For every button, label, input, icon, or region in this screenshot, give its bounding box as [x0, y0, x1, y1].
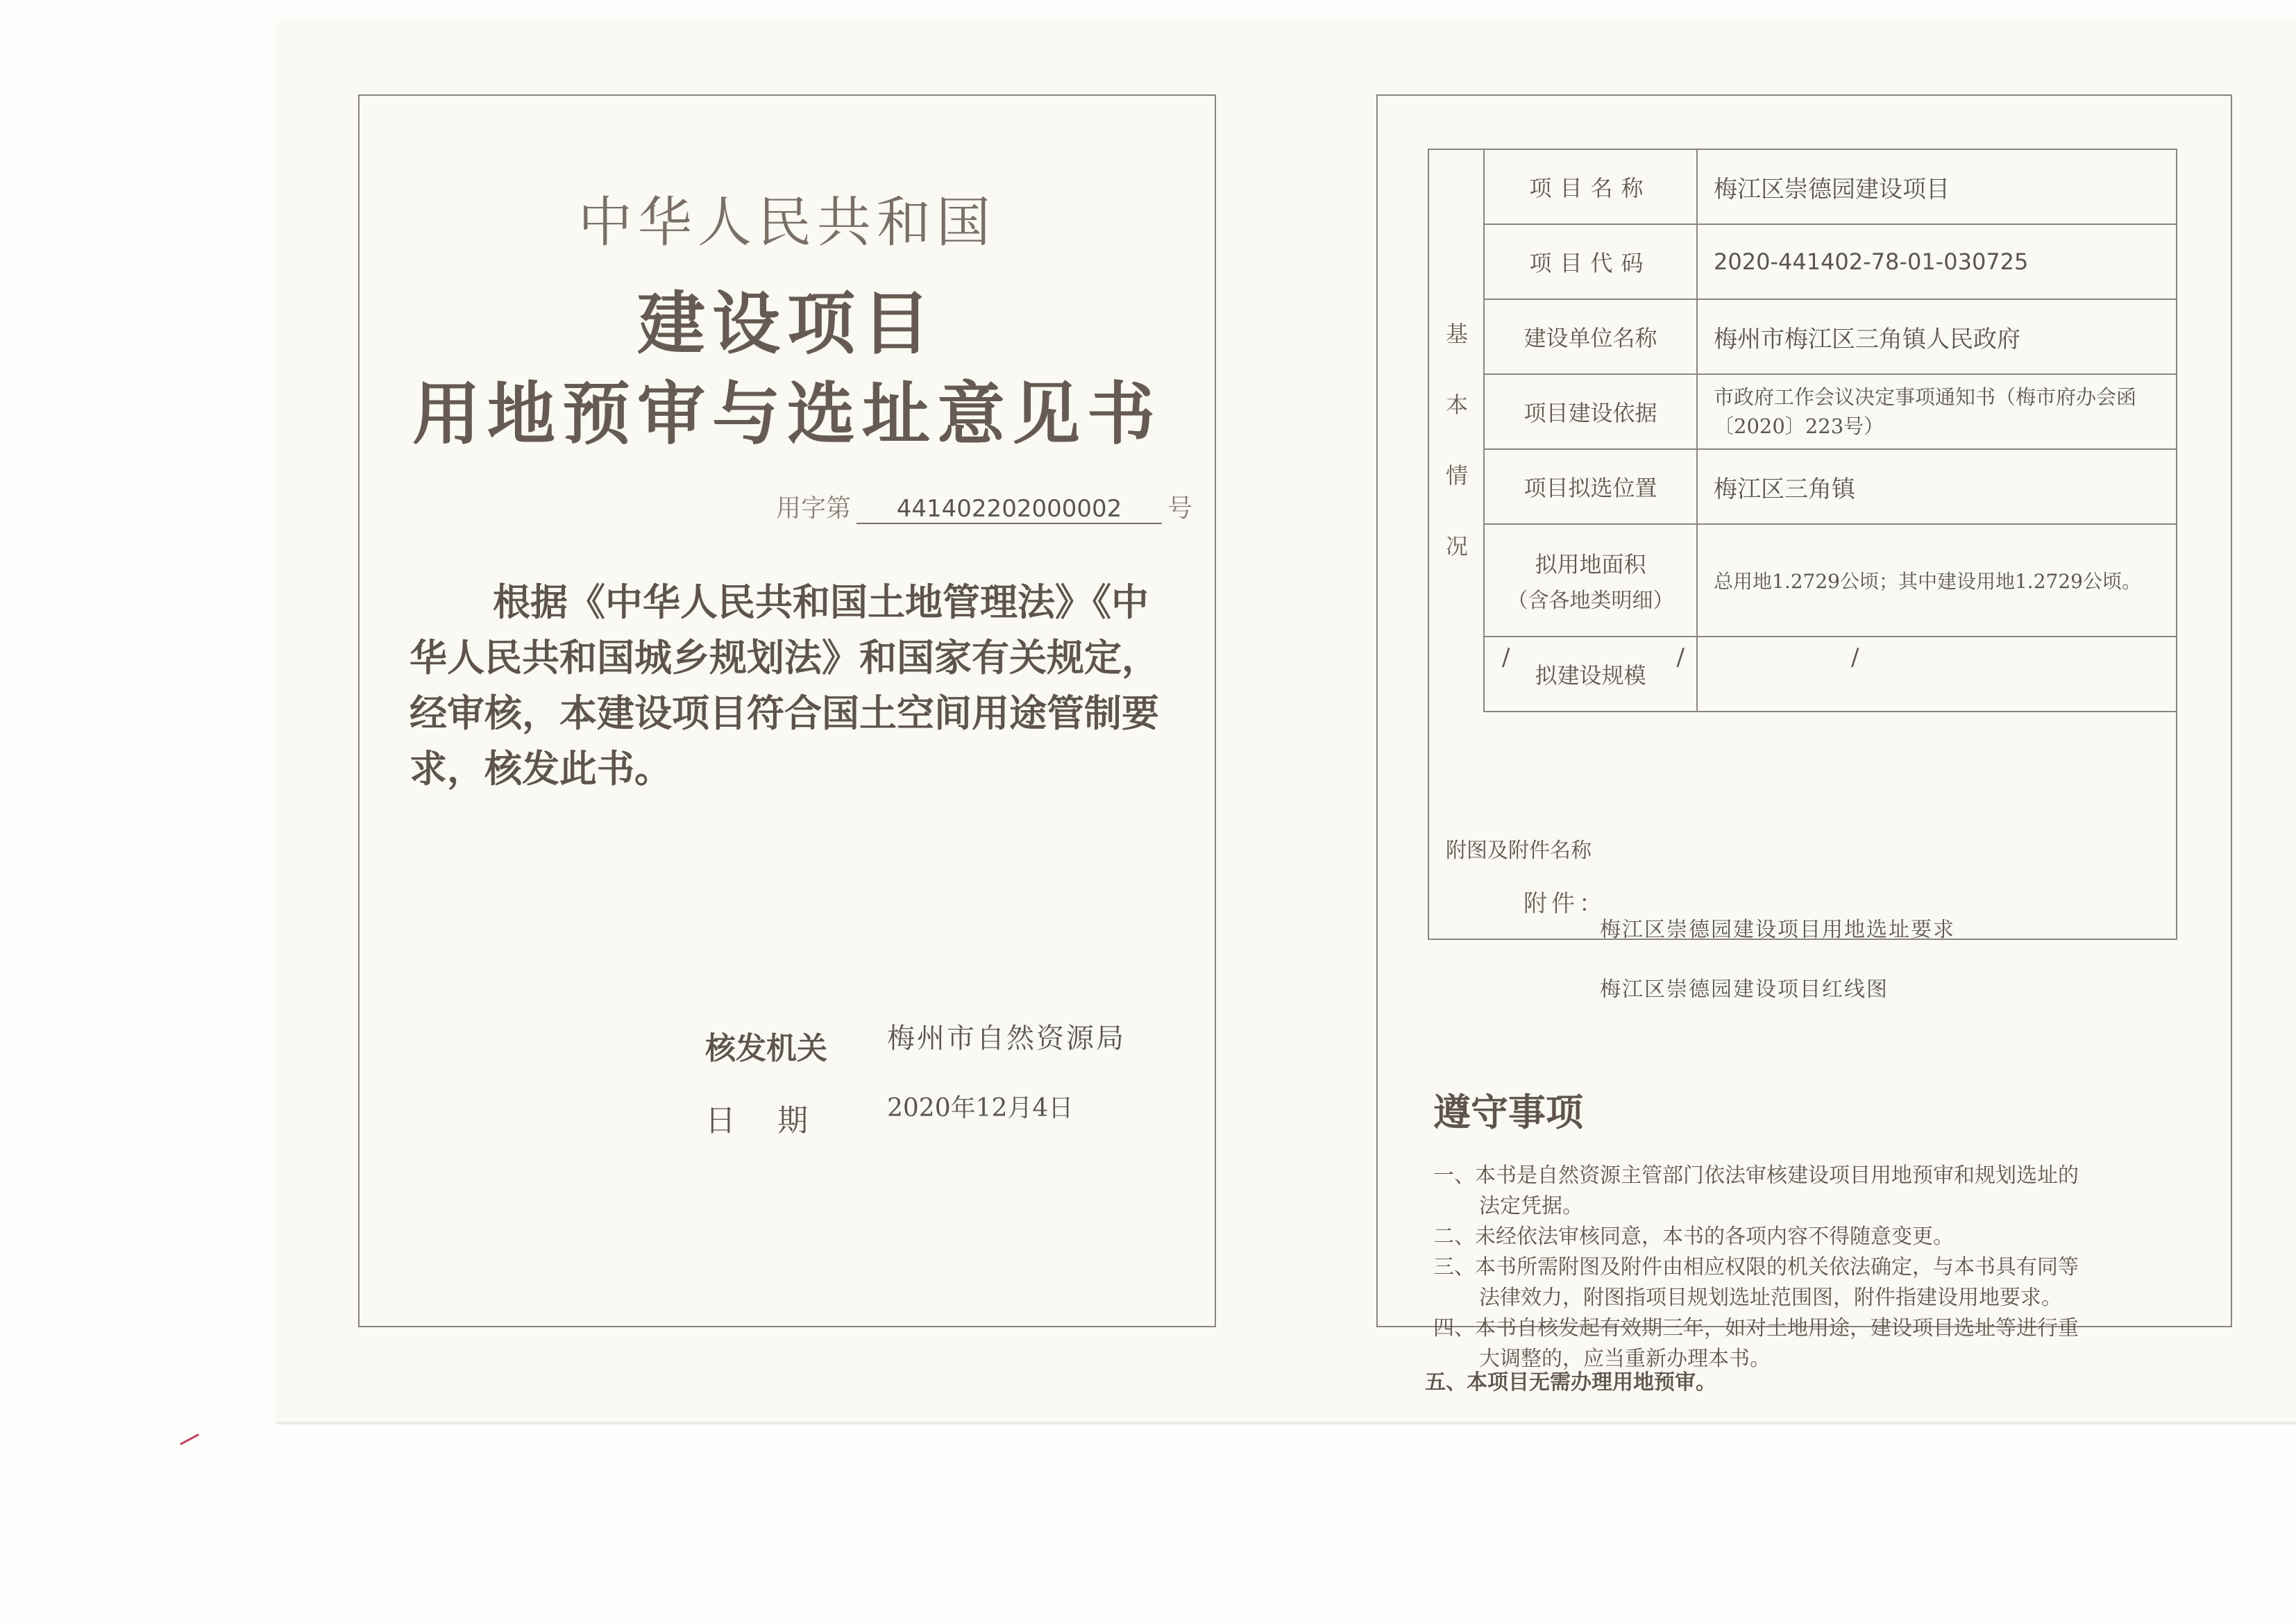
attachments-title: 附图及附件名称 [1446, 839, 1592, 863]
statement-line: 求，核发此书。 [410, 747, 672, 791]
row-value: 总用地1.2729公顷；其中建设用地1.2729公顷。 [1714, 570, 2141, 593]
attachment-item: 梅江区崇德园建设项目用地选址要求 [1600, 918, 1955, 942]
issuer-label: 核发机关 [705, 1031, 827, 1066]
notice-line: 二、未经依法审核同意，本书的各项内容不得随意变更。 [1433, 1225, 1954, 1249]
certificate-number [776, 489, 1192, 524]
red-pen-mark [180, 1433, 199, 1445]
statement-line: 经审核，本建设项目符合国土空间用途管制要 [410, 691, 1159, 735]
table-row-location [1485, 450, 2176, 525]
row-label: 项目代码 [1485, 225, 1698, 298]
notice-line: 三、本书所需附图及附件由相应权限的机关依法确定，与本书具有同等 [1433, 1255, 2079, 1279]
side-label-char: 基 [1445, 321, 1468, 347]
row-label: 项目名称 [1485, 150, 1698, 224]
certificate-detail-panel [1376, 94, 2232, 1395]
date-value: 2020年12月4日 [887, 1094, 1074, 1122]
notice-heading: 遵守事项 [1433, 1091, 1583, 1134]
row-label: 拟建设规模 [1485, 637, 1698, 711]
country-name: 中华人民共和国 [577, 192, 996, 254]
side-label-char: 情 [1445, 462, 1468, 489]
title-line-1: 建设项目 [636, 284, 937, 364]
cert-no-suffix: 号 [1167, 494, 1193, 523]
table-row-construction-unit [1485, 300, 2176, 375]
scale-value: / [1502, 644, 1510, 671]
date-label: 日期 [705, 1103, 850, 1138]
title-line-2: 用地预审与选址意见书 [412, 374, 1162, 454]
scale-value: / [1676, 644, 1685, 671]
attachment-item: 梅江区崇德园建设项目红线图 [1600, 977, 1889, 1002]
notice-line: 法定凭据。 [1479, 1194, 1583, 1218]
row-label: 建设单位名称 [1485, 300, 1698, 373]
certificate-cover-panel [358, 94, 1216, 1327]
row-label-sub: （含各地类明细） [1507, 589, 1674, 613]
side-label-char: 况 [1445, 533, 1468, 560]
cert-no-prefix: 用字第 [776, 494, 852, 523]
table-row-scale [1485, 637, 2176, 712]
basic-info-side-label [1429, 150, 1485, 712]
table-row-basis [1485, 375, 2176, 450]
row-value: 2020-441402-78-01-030725 [1714, 249, 2029, 275]
attachments-prefix: 附件： [1523, 890, 1607, 918]
notice-item [1433, 1222, 1954, 1252]
row-value: 梅江区三角镇 [1714, 475, 1855, 503]
statement-line: 根据《中华人民共和国土地管理法》《中 [493, 580, 1149, 624]
notice-item [1433, 1161, 2079, 1222]
notice-line: 五、本项目无需办理用地预审。 [1425, 1370, 1716, 1395]
basic-info-table [1428, 149, 2177, 940]
issuer-value: 梅州市自然资源局 [887, 1023, 1126, 1054]
notice-line: 一、本书是自然资源主管部门依法审核建设项目用地预审和规划选址的 [1433, 1163, 2079, 1188]
row-value [1502, 621, 1932, 694]
row-value: 市政府工作会议决定事项通知书（梅市府办会函〔2020〕223号） [1714, 385, 2137, 438]
row-label [1485, 525, 1698, 636]
notice-line: 法律效力，附图指项目规划选址范围图，附件指建设用地要求。 [1479, 1286, 2062, 1310]
table-row-project-name [1485, 150, 2176, 225]
scan-edge [276, 1422, 2296, 1424]
notice-item [1433, 1313, 2079, 1374]
notice-item [1433, 1252, 2079, 1313]
side-label-char: 本 [1445, 392, 1468, 418]
row-value: 梅州市梅江区三角镇人民政府 [1714, 325, 2020, 353]
table-row-project-code [1485, 225, 2176, 300]
notice-item [1425, 1368, 1716, 1398]
row-label: 项目建设依据 [1485, 375, 1698, 448]
row-label: 项目拟选位置 [1485, 450, 1698, 523]
statement-line: 华人民共和国城乡规划法》和国家有关规定， [410, 636, 1159, 680]
statement-paragraph [410, 575, 1173, 797]
cert-no-value: 441402202000002 [856, 495, 1162, 524]
row-value: 梅江区崇德园建设项目 [1714, 175, 1950, 203]
notice-line: 四、本书自核发起有效期三年，如对土地用途，建设项目选址等进行重 [1433, 1316, 2079, 1340]
row-label-main: 拟用地面积 [1535, 551, 1646, 578]
scale-value: / [1850, 644, 1859, 671]
notice-line: 大调整的，应当重新办理本书。 [1479, 1347, 1771, 1371]
